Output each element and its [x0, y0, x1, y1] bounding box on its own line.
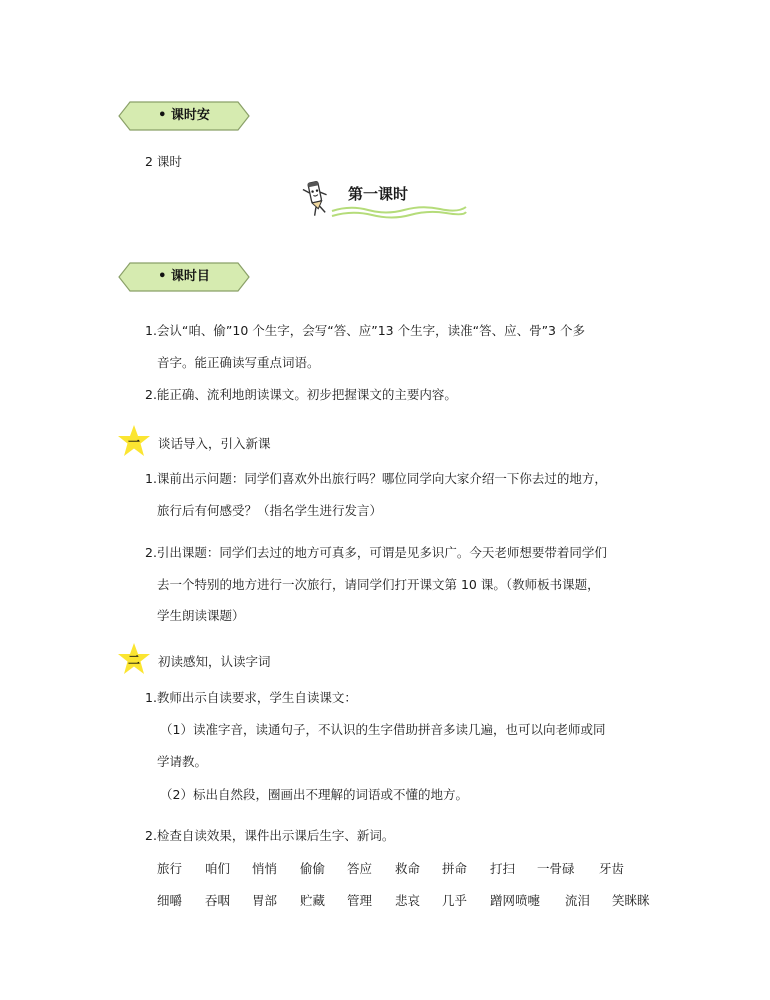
body-line: （1）读准字音，读通句子，不认识的生字借助拼音多读几遍，也可以向老师或同: [160, 722, 606, 737]
vocab-word: 吞咽: [205, 893, 231, 908]
body-line: 去一个特别的地方进行一次旅行，请同学们打开课文第 10 课。（教师板书课题，: [157, 577, 600, 592]
pencil-mascot-icon: [300, 178, 332, 218]
vocab-word: 流泪: [565, 893, 591, 908]
vocab-word: 旅行: [157, 861, 183, 876]
vocab-word: 笑眯眯: [612, 893, 650, 908]
goal-line: 音字。能正确读写重点词语。: [157, 355, 320, 370]
star-number-badge: [117, 642, 151, 676]
part-title: 谈话导入，引入新课: [158, 436, 271, 451]
hours-text: 2 课时: [145, 154, 182, 169]
goal-line: 1.会认“咱、偷”10 个生字，会写“答、应”13 个生字，读准“答、应、骨”3 个多: [145, 323, 585, 338]
vocab-word: 偷偷: [300, 861, 326, 876]
body-line: （2）标出自然段，圈画出不理解的词语或不懂的地方。: [160, 787, 468, 802]
vocab-word: 咱们: [205, 861, 231, 876]
part-title: 初读感知，认读字词: [158, 654, 271, 669]
body-line: 学生朗读课题）: [157, 608, 245, 623]
vocab-word: 几乎: [442, 893, 468, 908]
vocab-word: 牙齿: [599, 861, 625, 876]
section-tag-label: [118, 262, 250, 292]
part-number: 一: [127, 435, 140, 449]
body-line: 1.课前出示问题：同学们喜欢外出旅行吗？哪位同学向大家介绍一下你去过的地方，: [145, 471, 607, 486]
vocab-word: 蹭网喷嚏: [490, 893, 541, 908]
vocab-word: 悄悄: [252, 861, 278, 876]
vocab-word: 贮藏: [300, 893, 326, 908]
tag-bullet: •: [158, 108, 167, 123]
vocab-word: 救命: [395, 861, 421, 876]
vocab-word: 打扫: [490, 861, 516, 876]
body-line: 旅行后有何感受？（指名学生进行发言）: [157, 503, 383, 518]
body-line: 2.引出课题：同学们去过的地方可真多，可谓是见多识广。今天老师想要带着同学们: [145, 545, 607, 560]
lesson-banner: [300, 178, 470, 222]
section-tag-goals: [118, 262, 250, 292]
goal-line: 2.能正确、流利地朗读课文。初步把握课文的主要内容。: [145, 387, 457, 402]
vocab-word: 胃部: [252, 893, 278, 908]
vocab-word: 一骨碌: [537, 861, 575, 876]
vocab-word: 答应: [347, 861, 373, 876]
section-tag-label: [118, 101, 250, 131]
vocab-word: 管理: [347, 893, 373, 908]
vocab-word: 细嚼: [157, 893, 183, 908]
body-line: 1.教师出示自读要求，学生自读课文：: [145, 690, 357, 705]
body-line: 2.检查自读效果，课件出示课后生字、新词。: [145, 828, 395, 843]
lesson-title: 第一课时: [348, 185, 409, 203]
tag-label-text: 课时安: [170, 108, 210, 123]
star-number-badge: [117, 424, 151, 458]
tag-label-text: 课时目: [170, 269, 210, 284]
vocab-word: 悲哀: [395, 893, 421, 908]
part-number: 二: [127, 653, 140, 667]
vocab-word: 拼命: [442, 861, 468, 876]
body-line: 学请教。: [157, 754, 208, 769]
section-tag-arrangement: [118, 101, 250, 131]
tag-bullet: •: [158, 269, 167, 284]
wave-underline: [330, 204, 468, 220]
